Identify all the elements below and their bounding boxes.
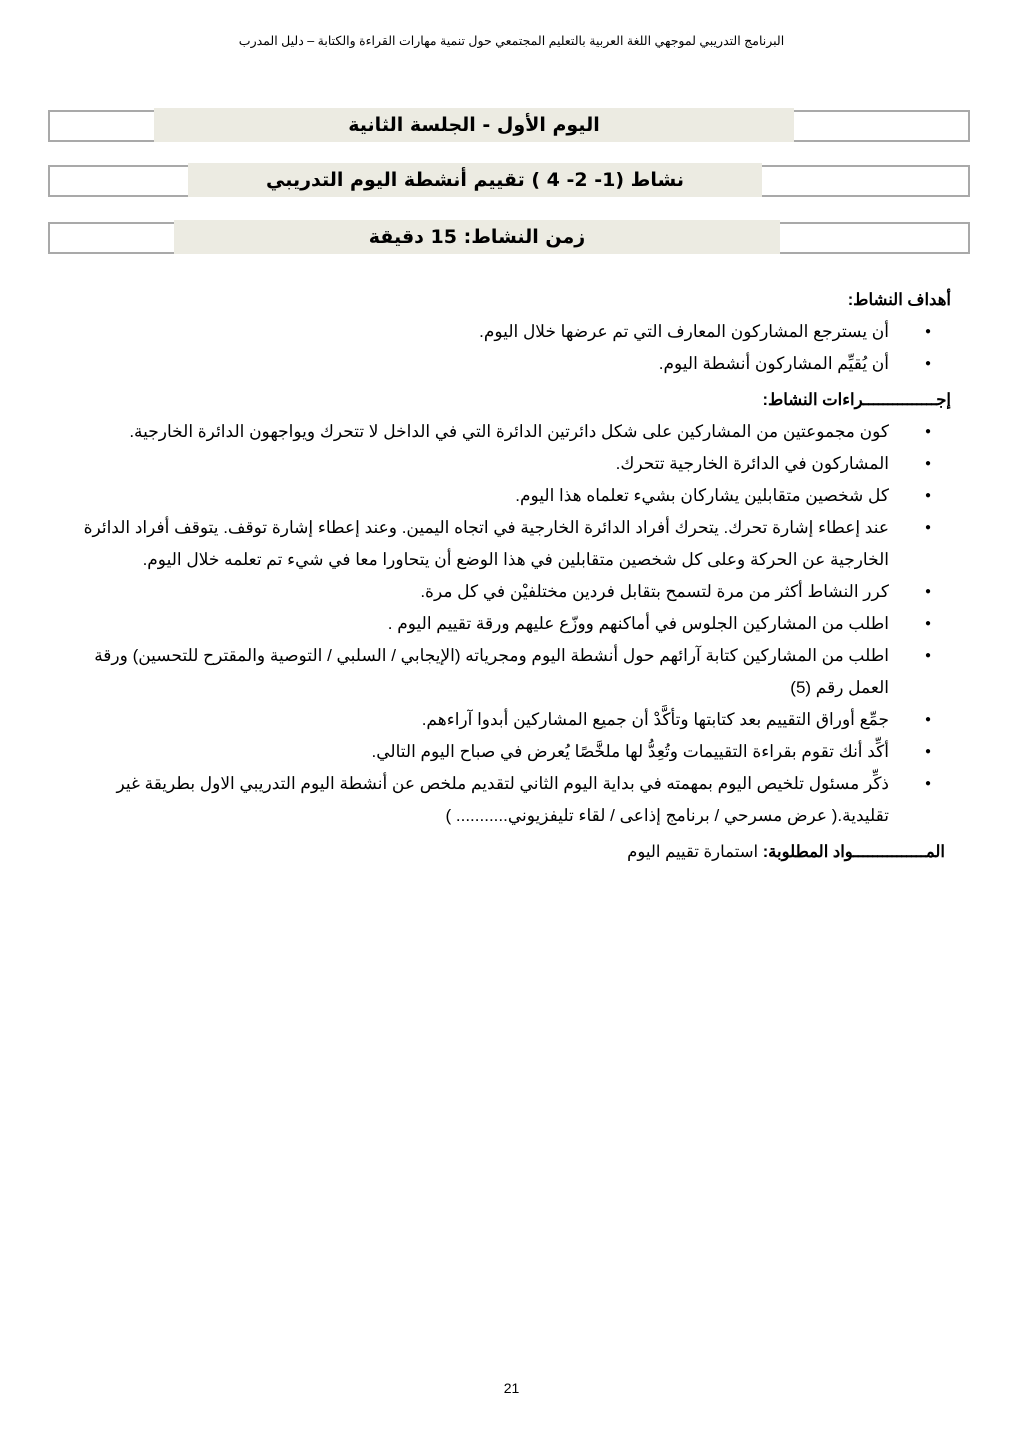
activity-title-box <box>48 165 970 197</box>
list-item: ● كون مجموعتين من المشاركين على شكل دائرتين الدائرة التي في الداخل لا تتحرك ويواجهون الدائرة الخارجية. <box>70 416 889 448</box>
session-title-box <box>48 110 970 142</box>
list-item: ● أكِّد أنك تقوم بقراءة التقييمات وتُعِدُّ لها ملخَّصًا يُعرض في صباح اليوم التالي. <box>70 736 889 768</box>
materials-value: استمارة تقييم اليوم <box>627 843 763 861</box>
session-title: اليوم الأول - الجلسة الثانية <box>154 108 794 142</box>
duration-box <box>48 222 970 254</box>
page-number: 21 <box>503 1380 520 1396</box>
list-item: ● كرر النشاط أكثر من مرة لتسمح بتقابل فردين مختلفيْن في كل مرة. <box>70 576 889 608</box>
activity-content <box>70 290 951 862</box>
objectives-heading: أهداف النشاط: <box>847 291 951 309</box>
objectives-list <box>70 316 951 380</box>
list-item: ● اطلب من المشاركين الجلوس في أماكنهم ووزّع عليهم ورقة تقييم اليوم . <box>70 608 889 640</box>
procedures-list <box>70 416 951 832</box>
materials-label: المـــــــــــــــواد المطلوبة: <box>762 843 945 861</box>
activity-title: نشاط (1- 2- 4 ) تقييم أنشطة اليوم التدريبي <box>188 163 762 197</box>
procedures-heading: إجـــــــــــــــراءات النشاط: <box>762 391 951 409</box>
list-item: ● كل شخصين متقابلين يشاركان بشيء تعلماه هذا اليوم. <box>70 480 889 512</box>
list-item: ● أن يُقيِّم المشاركون أنشطة اليوم. <box>70 348 889 380</box>
required-materials <box>70 842 951 862</box>
list-item: ● المشاركون في الدائرة الخارجية تتحرك. <box>70 448 889 480</box>
list-item: ● اطلب من المشاركين كتابة آرائهم حول أنشطة اليوم ومجرياته (الإيجابي / السلبي / التوصية والمقترح للتحسين) ورقة العمل رقم (5) <box>70 640 889 704</box>
list-item: ● أن يسترجع المشاركون المعارف التي تم عرضها خلال اليوم. <box>70 316 889 348</box>
running-header: البرنامج التدريبي لموجهي اللغة العربية بالتعليم المجتمعي حول تنمية مهارات القراءة والكتابة – دليل المدرب <box>238 34 785 48</box>
activity-duration: زمن النشاط: 15 دقيقة <box>174 220 780 254</box>
list-item: ● جمِّع أوراق التقييم بعد كتابتها وتأكَّدْ أن جميع المشاركين أبدوا آراءهم. <box>70 704 889 736</box>
list-item: ● ذكِّر مسئول تلخيص اليوم بمهمته في بداية اليوم الثاني لتقديم ملخص عن أنشطة اليوم التدريبي الاول بطريقة غير تقليدية.( عرض مسرحي / برنامج إذاعى / لقاء تليفزيوني........... ) <box>70 768 889 832</box>
list-item: ● عند إعطاء إشارة تحرك. يتحرك أفراد الدائرة الخارجية في اتجاه اليمين. وعند إعطاء إشارة توقف. يتوقف أفراد الدائرة الخارجية عن الحركة وعلى كل شخصين متقابلين في هذا الوضع أن يتحاورا معا في شيء تم تعلمه خلال اليوم. <box>70 512 889 576</box>
